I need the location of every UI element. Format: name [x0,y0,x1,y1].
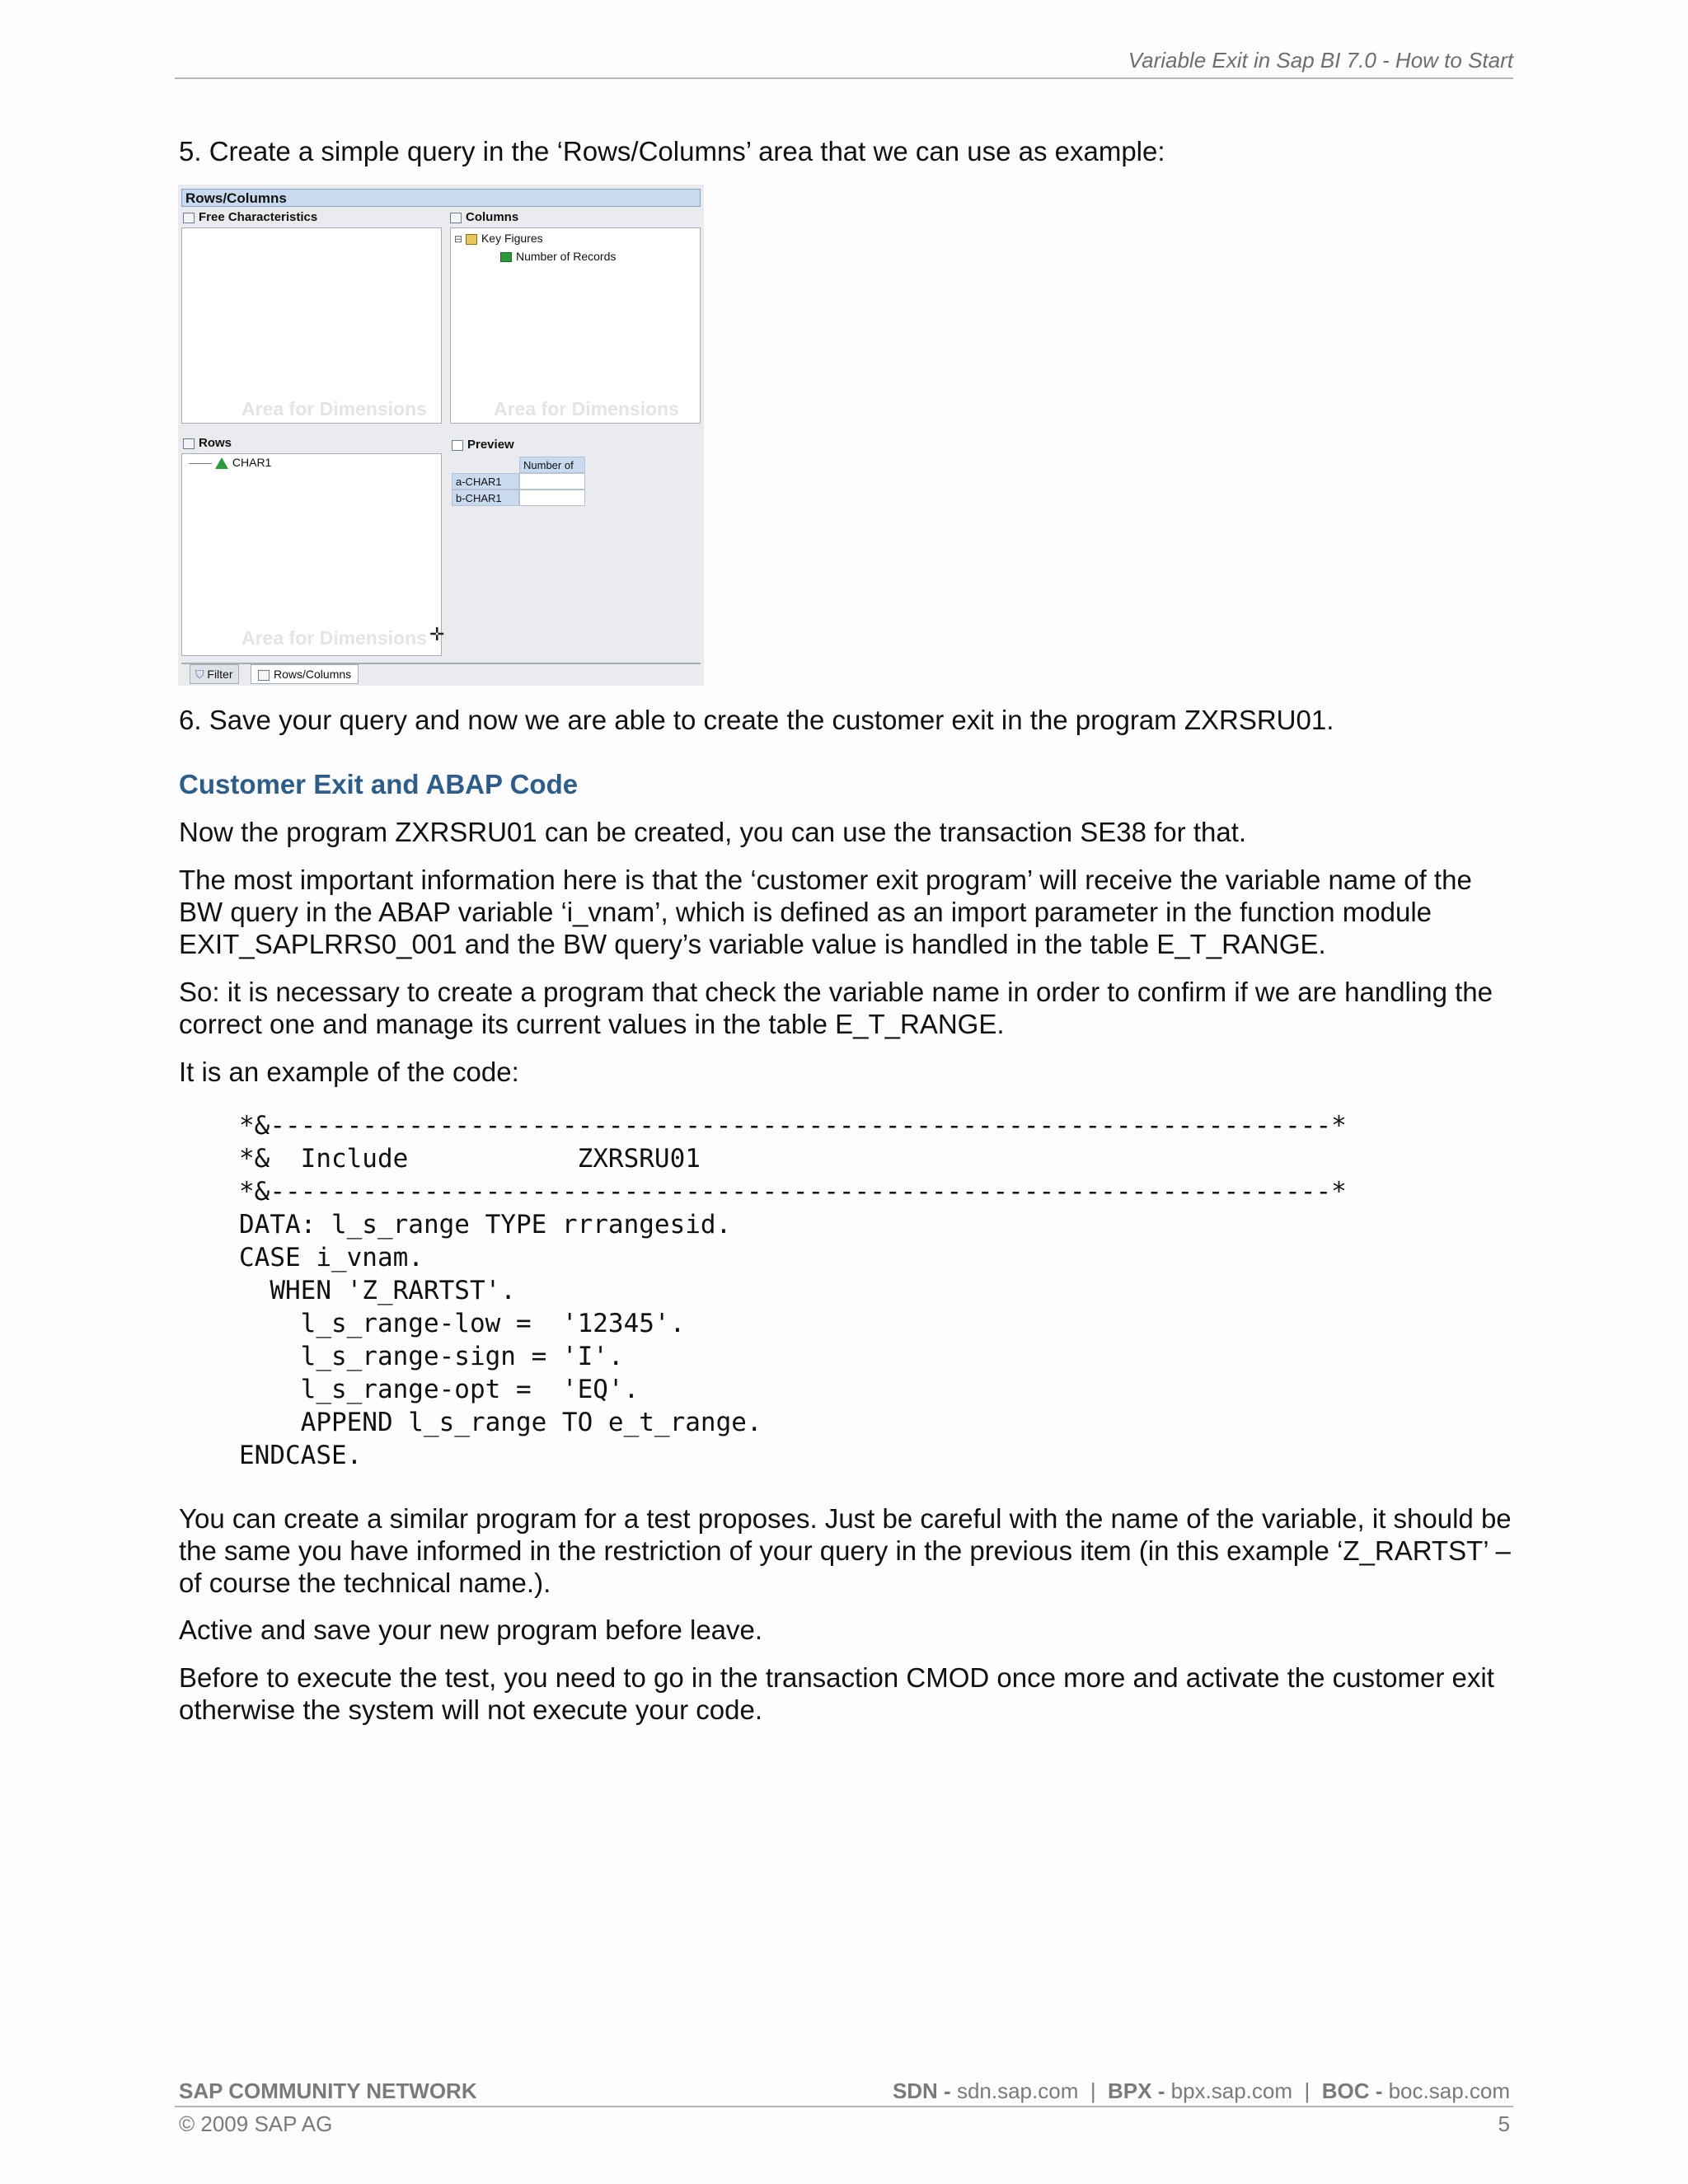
preview-row-b: b-CHAR1 [452,490,519,506]
rows-header [183,435,232,452]
footer-separator: | [1304,2079,1311,2103]
key-figures-node[interactable] [454,232,543,245]
char1-node[interactable] [189,456,271,469]
preview-cell-a [519,473,585,490]
key-figure-icon [500,252,512,262]
bpx-label: BPX - [1108,2079,1165,2103]
columns-icon [450,213,462,223]
boc-label: BOC - [1321,2079,1383,2103]
step-5-text: 5. Create a simple query in the ‘Rows/Columns’ area that we can use as example: [179,136,1165,166]
page-number: 5 [1498,2111,1510,2136]
sdn-link[interactable]: sdn.sap.com [956,2079,1079,2103]
columns-placeholder: Area for Dimensions [494,398,679,419]
number-of-records-label: Number of Records [516,250,617,263]
footer-links [824,2079,1510,2104]
preview-label: Preview [467,438,514,452]
bpx-link[interactable]: bpx.sap.com [1170,2079,1293,2103]
rows-label: Rows [199,436,232,450]
tab-filter[interactable] [190,664,239,684]
paragraph-5: You can create a similar program for a test proposes. Just be careful with the name of the variable, it should be the same you have informed in the restriction of your query in the previous item (in this example ‘Z_RARTST’ – of course the technical name.). [179,1503,1512,1598]
free-characteristics-pane[interactable] [181,227,442,424]
header-divider [175,77,1513,79]
section-title: Customer Exit and ABAP Code [179,769,579,799]
tree-line: —— [189,456,212,469]
rows-placeholder: Area for Dimensions [241,627,427,649]
paragraph-7: Before to execute the test, you need to go in the transaction CMOD once more and activate the customer exit otherwise the system will not execute your code. [179,1662,1494,1725]
preview-column-header: Number of [519,457,585,473]
rows-columns-tab-icon [258,670,270,681]
filter-icon: ⛉ [195,668,204,681]
free-characteristics-header [183,209,317,226]
preview-cell-b [519,490,585,506]
footer-divider [175,2106,1513,2107]
columns-label: Columns [466,210,519,224]
preview-row-a: a-CHAR1 [452,473,519,490]
preview-icon [452,440,463,451]
number-of-records-node[interactable] [500,250,616,263]
move-cursor-icon: ✛ [429,624,445,644]
rows-icon [183,438,195,449]
paragraph-4: It is an example of the code: [179,1057,519,1087]
rows-pane[interactable] [181,453,445,656]
running-header: Variable Exit in Sap BI 7.0 - How to Start [1128,48,1513,73]
key-figures-icon [466,234,477,245]
paragraph-6: Active and save your new program before leave. [179,1615,763,1645]
columns-header [450,209,518,226]
boc-link[interactable]: boc.sap.com [1388,2079,1510,2103]
rows-columns-title: Rows/Columns [181,189,701,207]
columns-pane[interactable] [450,227,701,424]
footer-network: SAP COMMUNITY NETWORK [179,2079,477,2103]
paragraph-2: The most important information here is that the ‘customer exit program’ will receive the variable name of the BW query in the ABAP variable ‘i_vnam’, which is defined as an import parameter in the function module EXIT_SAPLRRS0_001 and the BW query’s variable value is handled in the table E_T_RANGE. [179,865,1472,959]
tab-rows-columns[interactable] [251,664,359,684]
collapse-icon[interactable]: ⊟ [454,233,463,245]
rows-columns-screenshot [178,185,704,686]
key-figures-label: Key Figures [481,232,543,245]
tab-filter-label: Filter [207,668,233,681]
free-characteristics-label: Free Characteristics [199,210,318,224]
step-6-text: 6. Save your query and now we are able to create the customer exit in the program ZXRSRU01. [179,705,1334,735]
paragraph-3: So: it is necessary to create a program that check the variable name in order to confirm if we are handling the correct one and manage its current values in the table E_T_RANGE. [179,977,1493,1039]
paragraph-1: Now the program ZXRSRU01 can be created, you can use the transaction SE38 for that. [179,817,1247,847]
characteristic-icon [215,457,228,469]
copyright: © 2009 SAP AG [179,2111,333,2136]
preview-header [452,437,514,453]
footer-separator: | [1090,2079,1096,2103]
abap-code-block: *&---------------------------------------------------------------------* *& Include ZXRSRU01 *&---------------------------------------------------------------------* DATA: l_s_range TYPE rrrangesid. CASE i_vnam. WHEN 'Z_RARTST'. l_s_range-low = '12345'. l_s_range-sign = 'I'. l_s_range-opt = 'EQ'. APPEND l_s_range TO e_t_range. ENDCASE. [239,1111,1347,1470]
tab-rows-columns-label: Rows/Columns [274,668,352,681]
free-characteristics-placeholder: Area for Dimensions [241,398,427,419]
sdn-label: SDN - [892,2079,951,2103]
characteristics-icon [183,213,195,223]
char1-label: CHAR1 [232,456,272,469]
